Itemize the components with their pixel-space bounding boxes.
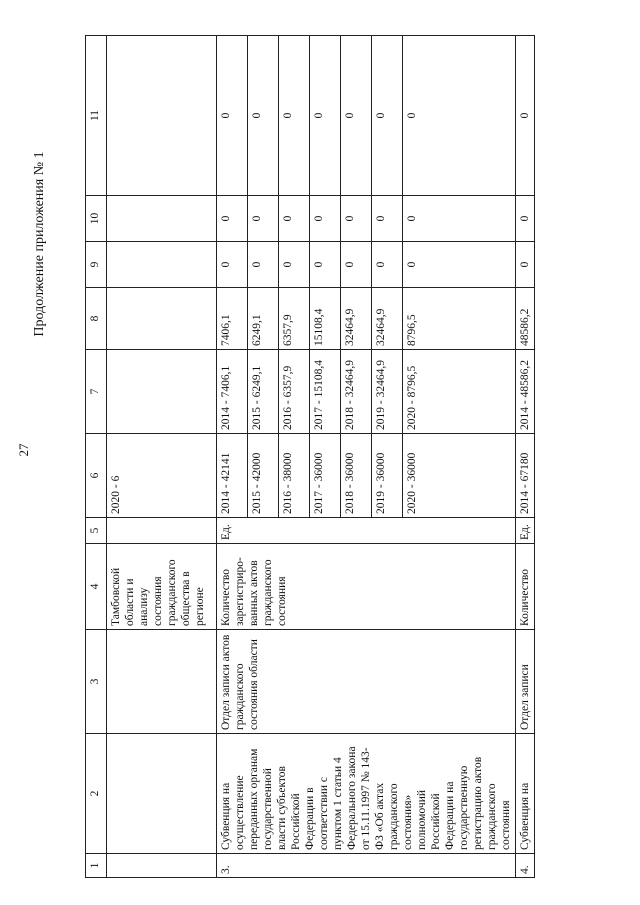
year-value: 2017 - 36000 [310, 434, 341, 517]
year-value: 0 [279, 242, 310, 287]
col-header: 6 [86, 434, 107, 518]
cell-col8 [217, 288, 516, 350]
table-row-4 [516, 36, 535, 878]
cell-amount-years [217, 350, 516, 434]
cell [107, 518, 217, 544]
col-header: 1 [86, 854, 107, 878]
year-value: 15108,4 [310, 288, 341, 349]
year-value: 32464,9 [372, 288, 403, 349]
year-value: 0 [310, 242, 341, 287]
cell-amount-years: 2014 - 48586,2 [516, 350, 535, 434]
cell [107, 288, 217, 350]
row-number: 3. [217, 854, 516, 878]
year-value: 0 [217, 242, 248, 287]
cell [107, 350, 217, 434]
col-header: 2 [86, 734, 107, 854]
year-value: 0 [279, 36, 310, 195]
col-header: 4 [86, 544, 107, 630]
year-value: 0 [372, 196, 403, 241]
row-number: 4. [516, 854, 535, 878]
col-header: 5 [86, 518, 107, 544]
cell [107, 734, 217, 854]
col-header: 3 [86, 630, 107, 734]
cell-plan: 2020 - 6 [107, 434, 217, 518]
year-value: 2018 - 32464,9 [341, 350, 372, 433]
year-value: 0 [248, 242, 279, 287]
year-value: 6249,1 [248, 288, 279, 349]
year-value: 2019 - 32464,9 [372, 350, 403, 433]
year-value: 2020 - 8796,5 [406, 365, 418, 430]
cell-indicator: Тамбовской области и анализу состояния гражданского общества в регионе [107, 544, 217, 630]
year-value: 0 [248, 36, 279, 195]
year-value: 0 [406, 261, 418, 268]
cell-col9 [217, 242, 516, 288]
year-value: 0 [217, 196, 248, 241]
cell [107, 36, 217, 196]
cell-col11: 0 [516, 36, 535, 196]
col-header: 11 [86, 36, 107, 196]
col-header: 8 [86, 288, 107, 350]
cell-col9: 0 [516, 242, 535, 288]
year-value: 0 [310, 36, 341, 195]
year-value: 6357,9 [279, 288, 310, 349]
table-row-continued [107, 36, 217, 878]
cell-col10: 0 [516, 196, 535, 242]
cell-indicator: Количество [516, 544, 535, 630]
cell-unit: Ед. [217, 518, 516, 544]
year-value: 0 [310, 196, 341, 241]
cell-indicator: Количество зарегистриро-ванных актов гражданского состояния [217, 544, 516, 630]
cell-plan-years: 2014 - 67180 [516, 434, 535, 518]
year-value: 2015 - 6249,1 [248, 350, 279, 433]
year-value: 2016 - 6357,9 [279, 350, 310, 433]
year-value: 2019 - 36000 [372, 434, 403, 517]
cell-col8: 48586,2 [516, 288, 535, 350]
cell-unit: Ед. [516, 518, 535, 544]
year-value: 0 [372, 242, 403, 287]
year-value: 2020 - 36000 [406, 452, 418, 514]
year-value: 0 [217, 36, 248, 195]
year-value: 0 [279, 196, 310, 241]
year-value: 0 [341, 242, 372, 287]
table-row-3 [217, 36, 516, 878]
header-row [86, 36, 107, 878]
cell [107, 854, 217, 878]
year-value: 7406,1 [217, 288, 248, 349]
continuation-caption: Продолжение приложения № 1 [32, 151, 47, 337]
year-value: 2018 - 36000 [341, 434, 372, 517]
cell-subvention-name: Субвенция на [516, 734, 535, 854]
cell-col11 [217, 36, 516, 196]
col-header: 7 [86, 350, 107, 434]
year-value: 0 [406, 112, 418, 119]
year-value: 0 [372, 36, 403, 195]
page-number: 27 [16, 443, 31, 457]
cell-responsible: Отдел записи [516, 630, 535, 734]
year-value: 2014 - 7406,1 [217, 350, 248, 433]
cell-subvention-name: Субвенция на осуществление переданных органам государственной власти субъектов Российской Федерации в соответствии с пунктом 1 статьи 4 Федерального закона от 15.11.1997 № 143-ФЗ «Об актах гражданского состояния» полномочий Российской Федерации на государственную регистрацию актов гражданского состояния [217, 734, 516, 854]
rotated-table-wrapper [85, 36, 573, 878]
year-value: 32464,9 [341, 288, 372, 349]
cell [107, 630, 217, 734]
data-table [85, 35, 535, 878]
year-value: 2016 - 38000 [279, 434, 310, 517]
cell-col10 [217, 196, 516, 242]
col-header: 10 [86, 196, 107, 242]
year-value: 8796,5 [406, 314, 418, 346]
cell-responsible: Отдел записи актов гражданского состояния области [217, 630, 516, 734]
year-value: 2015 - 42000 [248, 434, 279, 517]
cell [107, 242, 217, 288]
year-value: 0 [406, 215, 418, 222]
year-value: 0 [341, 36, 372, 195]
year-value: 0 [248, 196, 279, 241]
year-value: 0 [341, 196, 372, 241]
col-header: 9 [86, 242, 107, 288]
year-value: 2014 - 42141 [217, 434, 248, 517]
cell-plan-years [217, 434, 516, 518]
year-value: 2017 - 15108,4 [310, 350, 341, 433]
cell [107, 196, 217, 242]
